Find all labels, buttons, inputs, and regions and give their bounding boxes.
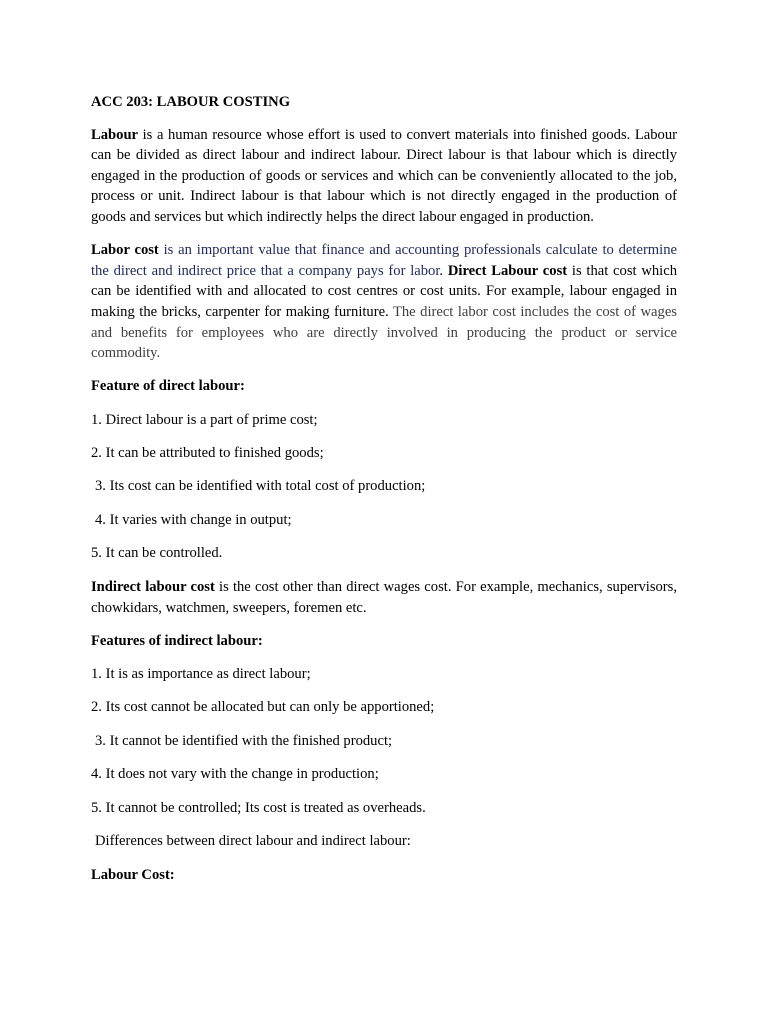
- list-item: 3. Its cost can be identified with total cost of production;: [95, 478, 426, 495]
- list-item: 2. It can be attributed to finished goods;: [91, 444, 324, 461]
- list-item: 5. It can be controlled.: [91, 545, 223, 562]
- term-indirect-labour-cost: Indirect labour cost: [91, 578, 215, 595]
- paragraph-indirect-labour-cost: [91, 577, 677, 618]
- direct-labor-cost-includes-text: The direct labor cost includes the cost of wages and benefits for employees who are directly involved in producing the product or service commodity.: [91, 303, 677, 362]
- labor-cost-definition-text: is an important value that finance and accounting professionals calculate to determine the direct and indirect price that a company pays for labor: [91, 242, 677, 279]
- direct-labour-cost-text: is that cost which can be identified with and allocated to cost centres or cost units. For example, labour engaged in making the bricks, carpenter for making furniture.: [91, 262, 677, 320]
- paragraph-labor-cost: [91, 240, 677, 364]
- heading-direct-labour-features: Feature of direct labour:: [91, 378, 245, 395]
- document-page: [91, 92, 677, 898]
- indirect-labour-cost-text: is the cost other than direct wages cost. For example, mechanics, supervisors, chowkidars, watchmen, sweepers, foremen etc.: [91, 578, 677, 616]
- term-labor-cost: Labor cost: [91, 242, 159, 259]
- heading-indirect-labour-features: Features of indirect labour:: [91, 632, 263, 649]
- term-labour: Labour: [91, 126, 139, 143]
- paragraph-labour-definition: [91, 125, 677, 228]
- list-item: 3. It cannot be identified with the finished product;: [95, 732, 393, 749]
- period: .: [439, 262, 448, 279]
- list-item: 4. It varies with change in output;: [95, 511, 292, 528]
- list-item: 1. Direct labour is a part of prime cost;: [91, 411, 318, 428]
- differences-line: Differences between direct labour and indirect labour:: [95, 833, 411, 850]
- list-item: 4. It does not vary with the change in production;: [91, 766, 379, 783]
- list-item: 2. Its cost cannot be allocated but can only be apportioned;: [91, 699, 435, 716]
- heading-labour-cost: Labour Cost:: [91, 866, 175, 883]
- document-title: ACC 203: LABOUR COSTING: [91, 94, 291, 110]
- list-item: 5. It cannot be controlled; Its cost is treated as overheads.: [91, 799, 426, 816]
- labour-definition-text: is a human resource whose effort is used to convert materials into finished goods. Labour can be divided as direct labour and indirect labour. Direct labour is that labour which is directly engaged in the production of goods or services and which can be conveniently allocated to the job, process or unit. Indirect labour is that labour which is not directly engaged in the production of goods and services but which indirectly helps the direct labour engaged in production.: [91, 126, 677, 225]
- list-item: 1. It is as importance as direct labour;: [91, 665, 311, 682]
- term-direct-labour-cost: Direct Labour cost: [447, 262, 568, 279]
